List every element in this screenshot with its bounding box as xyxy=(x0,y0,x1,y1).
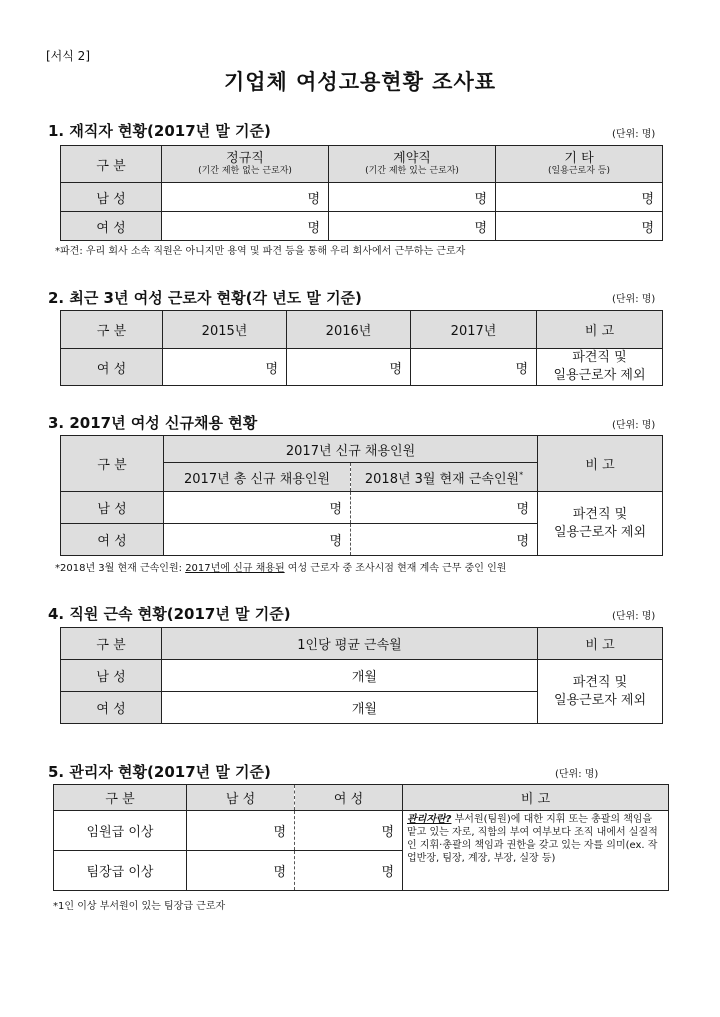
s2-2017-input[interactable]: 명 xyxy=(411,349,537,386)
s3-header-category: 구 분 xyxy=(61,436,164,492)
s1-row-male: 남 성 xyxy=(61,183,162,212)
s3-header-remark: 비 고 xyxy=(538,436,663,492)
s3-male-hired-input[interactable]: 명 xyxy=(164,492,351,524)
s1-header-regular: 정규직 (기간 제한 없는 근로자) xyxy=(162,146,329,183)
s3-female-hired-input[interactable]: 명 xyxy=(164,524,351,556)
s4-header-tenure: 1인당 평균 근속월 xyxy=(162,628,538,660)
s1-header-contract: 계약직 (기간 제한 있는 근로자) xyxy=(329,146,496,183)
s3-header-retained: 2018년 3월 현재 근속인원* xyxy=(351,463,538,492)
s1-female-contract-input[interactable]: 명 xyxy=(329,212,496,241)
s5-teamleader-male-input[interactable]: 명 xyxy=(187,851,295,891)
s1-male-contract-input[interactable]: 명 xyxy=(329,183,496,212)
s5-header-category: 구 분 xyxy=(54,785,187,811)
section5-title: 5. 관리자 현황(2017년 말 기준) xyxy=(48,763,271,781)
section2-table xyxy=(60,310,663,386)
s3-female-retained-input[interactable]: 명 xyxy=(351,524,538,556)
s1-female-regular-input[interactable]: 명 xyxy=(162,212,329,241)
s5-header-male: 남 성 xyxy=(187,785,295,811)
s4-row-female: 여 성 xyxy=(61,692,162,724)
section1-title: 1. 재직자 현황(2017년 말 기준) xyxy=(48,122,271,140)
s5-executive-female-input[interactable]: 명 xyxy=(295,811,403,851)
s5-remark: 관리자란? 부서원(팀원)에 대한 지휘 또는 총괄의 책임을 맡고 있는 자로, 직함의 부여 여부보다 조직 내에서 실질적인 지휘·총괄의 책임과 권한을 갖고 있는 자를 의미(ex. 작업반장, 팀장, 계장, 부장, 실장 등) xyxy=(403,811,669,891)
s1-male-other-input[interactable]: 명 xyxy=(496,183,663,212)
section3-unit: (단위: 명) xyxy=(612,420,656,431)
section3-title: 3. 2017년 여성 신규채용 현황 xyxy=(48,414,258,432)
s2-header-remark: 비 고 xyxy=(537,311,663,349)
s2-row-female: 여 성 xyxy=(61,349,163,386)
s2-2015-input[interactable]: 명 xyxy=(163,349,287,386)
s5-executive-male-input[interactable]: 명 xyxy=(187,811,295,851)
section5-unit: (단위: 명) xyxy=(555,769,599,780)
s2-header-2015: 2015년 xyxy=(163,311,287,349)
s1-row-female: 여 성 xyxy=(61,212,162,241)
s3-row-female: 여 성 xyxy=(61,524,164,556)
s1-female-other-input[interactable]: 명 xyxy=(496,212,663,241)
s2-header-2016: 2016년 xyxy=(287,311,411,349)
section5-table xyxy=(53,784,669,891)
s1-header-other: 기 타 (일용근로자 등) xyxy=(496,146,663,183)
s4-row-male: 남 성 xyxy=(61,660,162,692)
section1-table xyxy=(60,145,663,241)
s2-remark: 파견직 및 일용근로자 제외 xyxy=(537,349,663,386)
s1-male-regular-input[interactable]: 명 xyxy=(162,183,329,212)
section3-table xyxy=(60,435,663,556)
form-number: [서식 2] xyxy=(46,49,90,63)
s3-header-total-hired: 2017년 총 신규 채용인원 xyxy=(164,463,351,492)
section2-unit: (단위: 명) xyxy=(612,294,656,305)
s4-remark: 파견직 및 일용근로자 제외 xyxy=(538,660,663,724)
s1-header-category: 구 분 xyxy=(61,146,162,183)
s5-row-team-leader: 팀장급 이상 xyxy=(54,851,187,891)
s4-male-tenure-input[interactable]: 개월 xyxy=(162,660,538,692)
s2-header-2017: 2017년 xyxy=(411,311,537,349)
s4-header-category: 구 분 xyxy=(61,628,162,660)
section1-unit: (단위: 명) xyxy=(612,129,656,140)
s3-male-retained-input[interactable]: 명 xyxy=(351,492,538,524)
s3-remark: 파견직 및 일용근로자 제외 xyxy=(538,492,663,556)
s5-header-female: 여 성 xyxy=(295,785,403,811)
s5-row-executive: 임원급 이상 xyxy=(54,811,187,851)
section4-table xyxy=(60,627,663,724)
s4-header-remark: 비 고 xyxy=(538,628,663,660)
s2-2016-input[interactable]: 명 xyxy=(287,349,411,386)
s5-header-remark: 비 고 xyxy=(403,785,669,811)
section2-title: 2. 최근 3년 여성 근로자 현황(각 년도 말 기준) xyxy=(48,289,362,307)
s2-header-category: 구 분 xyxy=(61,311,163,349)
document-title: 기업체 여성고용현황 조사표 xyxy=(223,70,497,94)
section1-note: *파견: 우리 회사 소속 직원은 아니지만 용역 및 파견 등을 통해 우리 회사에서 근무하는 근로자 xyxy=(55,246,466,257)
section3-note: *2018년 3월 현재 근속인원: 2017년에 신규 채용된 여성 근로자 중 조사시점 현재 계속 근무 중인 인원 xyxy=(55,563,507,574)
s4-female-tenure-input[interactable]: 개월 xyxy=(162,692,538,724)
s3-row-male: 남 성 xyxy=(61,492,164,524)
section5-note: *1인 이상 부서원이 있는 팀장급 근로자 xyxy=(53,901,226,912)
s5-teamleader-female-input[interactable]: 명 xyxy=(295,851,403,891)
s3-header-group: 2017년 신규 채용인원 xyxy=(164,436,538,463)
section4-unit: (단위: 명) xyxy=(612,611,656,622)
section4-title: 4. 직원 근속 현황(2017년 말 기준) xyxy=(48,605,291,623)
